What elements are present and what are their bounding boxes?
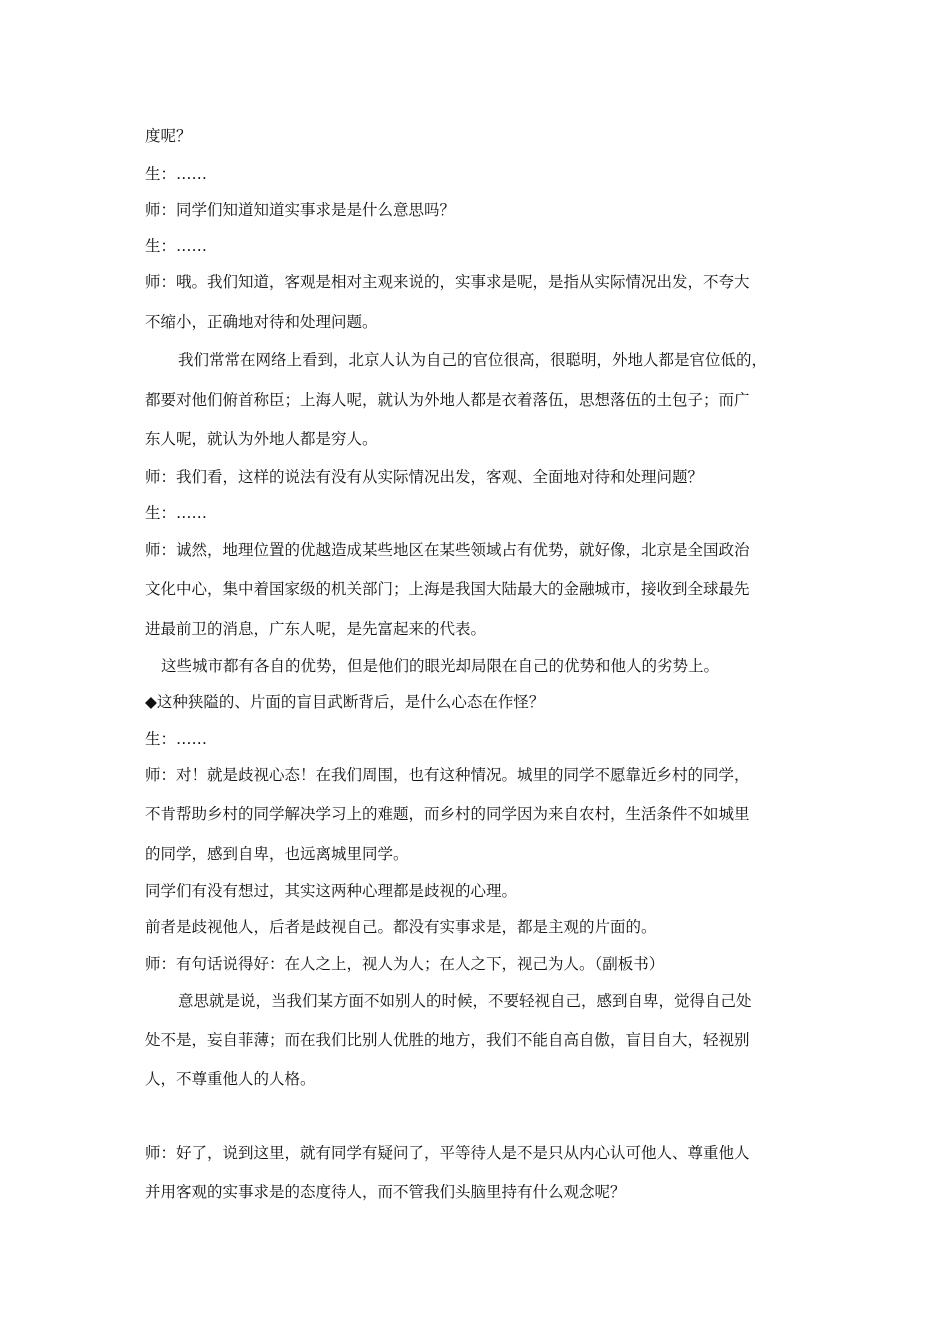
text-line: 人，不尊重他人的人格。 (145, 1070, 316, 1088)
text-line: 不肯帮助乡村的同学解决学习上的难题，而乡村的同学因为来自农村，生活条件不如城里 (145, 805, 750, 823)
text-line: 的同学，感到自卑，也远离城里同学。 (145, 845, 409, 863)
text-line: 生：…… (145, 165, 208, 183)
text-line: 师：同学们知道知道实事求是是什么意思吗？ (145, 201, 456, 219)
text-line: 并用客观的实事求是的态度待人，而不管我们头脑里持有什么观念呢？ (145, 1183, 626, 1201)
text-line: 进最前卫的消息，广东人呢，是先富起来的代表。 (145, 620, 487, 638)
text-line: 师：哦。我们知道，客观是相对主观来说的，实事求是呢，是指从实际情况出发，不夸大 (145, 273, 750, 291)
text-line: 东人呢，就认为外地人都是穷人。 (145, 430, 378, 448)
text-line: 生：…… (145, 237, 208, 255)
text-line: 意思就是说，当我们某方面不如别人的时候，不要轻视自己，感到自卑，觉得自己处 (178, 992, 752, 1010)
text-line: 师：好了，说到这里，就有同学有疑问了，平等待人是不是只从内心认可他人、尊重他人 (145, 1144, 750, 1162)
text-line: 文化中心，集中着国家级的机关部门；上海是我国大陆最大的金融城市，接收到全球最先 (145, 580, 750, 598)
text-line: 都要对他们俯首称臣；上海人呢，就认为外地人都是衣着落伍，思想落伍的土包子；而广 (145, 391, 750, 409)
text-line: 处不是，妄自菲薄；而在我们比别人优胜的地方，我们不能自高自傲，盲目自大，轻视别 (145, 1031, 750, 1049)
text-line: ◆这种狭隘的、片面的盲目武断背后，是什么心态在作怪？ (145, 693, 545, 711)
text-line: 度呢？ (145, 127, 192, 145)
text-line: 师：诚然，地理位置的优越造成某些地区在某些领域占有优势，就好像，北京是全国政治 (145, 541, 750, 559)
text-line: 生：…… (145, 504, 208, 522)
text-line: 生：…… (145, 730, 208, 748)
text-line: 前者是歧视他人，后者是歧视自己。都没有实事求是，都是主观的片面的。 (145, 918, 657, 936)
text-line: 同学们有没有想过，其实这两种心理都是歧视的心理。 (145, 882, 518, 900)
text-line: 师：对！就是歧视心态！在我们周围，也有这种情况。城里的同学不愿靠近乡村的同学， (145, 766, 750, 784)
text-line: 师：我们看，这样的说法有没有从实际情况出发，客观、全面地对待和处理问题？ (145, 468, 704, 486)
text-line: 师：有句话说得好：在人之上，视人为人；在人之下，视己为人。（副板书） (145, 955, 665, 973)
text-line: 我们常常在网络上看到，北京人认为自己的官位很高，很聪明，外地人都是官位低的， (178, 351, 768, 369)
text-line: 这些城市都有各自的优势，但是他们的眼光却局限在自己的优势和他人的劣势上。 (161, 657, 720, 675)
text-line: 不缩小，正确地对待和处理问题。 (145, 313, 378, 331)
